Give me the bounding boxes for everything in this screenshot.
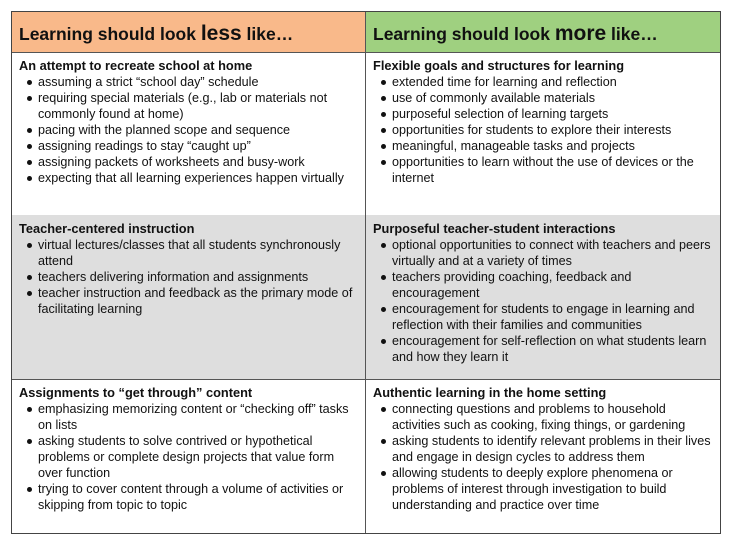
bullet-icon [381,144,386,149]
bullet-icon [381,80,386,85]
list-item: assuming a strict “school day” schedule [19,74,359,90]
bullet-icon [381,128,386,133]
bullet-icon [381,439,386,444]
table-row [12,215,720,380]
bullet-icon [27,291,32,296]
bullet-icon [27,160,32,165]
header-more-emphasis: more [554,22,607,45]
cell-more [366,215,720,379]
list-item: teacher instruction and feedback as the primary mode of facilitating learning [19,285,359,317]
list-item: pacing with the planned scope and sequence [19,122,359,138]
list-item: meaningful, manageable tasks and projects [373,138,714,154]
cell-less [12,52,366,215]
bullet-icon [381,307,386,312]
list-item: opportunities to learn without the use of devices or the internet [373,154,714,186]
bullet-icon [27,96,32,101]
bullet-icon [381,275,386,280]
list-item: assigning readings to stay “caught up” [19,138,359,154]
section-title: Authentic learning in the home setting [373,385,607,400]
header-less-emphasis: less [200,22,242,45]
list-item: emphasizing memorizing content or “checking off” tasks on lists [19,401,359,433]
cell-more [366,52,720,215]
bullet-list [19,401,359,513]
list-item: encouragement for self-reflection on what students learn and how they learn it [373,333,714,365]
list-item: teachers providing coaching, feedback and encouragement [373,269,714,301]
list-item: asking students to identify relevant problems in their lives and engage in design cycles to address them [373,433,714,465]
list-item: purposeful selection of learning targets [373,106,714,122]
bullet-icon [381,243,386,248]
bullet-icon [381,160,386,165]
list-item: extended time for learning and reflection [373,74,714,90]
cell-more [366,379,720,533]
list-item: opportunities for students to explore their interests [373,122,714,138]
bullet-icon [27,80,32,85]
section-title: Flexible goals and structures for learning [373,58,625,73]
bullet-icon [27,275,32,280]
list-item: optional opportunities to connect with teachers and peers virtually and at a variety of times [373,237,714,269]
bullet-icon [381,407,386,412]
list-item: assigning packets of worksheets and busy-work [19,154,359,170]
header-more [366,12,720,52]
list-item: expecting that all learning experiences happen virtually [19,170,359,186]
bullet-icon [27,144,32,149]
bullet-icon [27,128,32,133]
list-item: requiring special materials (e.g., lab or materials not commonly found at home) [19,90,359,122]
list-item: trying to cover content through a volume of activities or skipping from topic to topic [19,481,359,513]
table-row [12,379,720,533]
bullet-list [373,401,714,513]
bullet-icon [27,439,32,444]
header-more-text: Learning should look more like… [373,22,658,45]
header-row [12,12,720,53]
bullet-list [373,237,714,365]
bullet-icon [381,339,386,344]
bullet-icon [381,471,386,476]
bullet-list [19,74,359,186]
bullet-list [19,237,359,317]
list-item: allowing students to deeply explore phenomena or problems of interest through investigation to build understanding and practice over time [373,465,714,513]
bullet-icon [381,96,386,101]
bullet-icon [381,112,386,117]
section-title: An attempt to recreate school at home [19,58,253,73]
list-item: use of commonly available materials [373,90,714,106]
bullet-icon [27,487,32,492]
bullet-icon [27,243,32,248]
section-title: Assignments to “get through” content [19,385,253,400]
header-less [12,12,366,52]
list-item: teachers delivering information and assignments [19,269,359,285]
section-title: Teacher-centered instruction [19,221,195,236]
section-title: Purposeful teacher-student interactions [373,221,616,236]
table-row [12,52,720,216]
cell-less [12,215,366,379]
list-item: asking students to solve contrived or hypothetical problems or complete design projects that value form over function [19,433,359,481]
bullet-icon [27,407,32,412]
bullet-list [373,74,714,186]
bullet-icon [27,176,32,181]
cell-less [12,379,366,533]
list-item: encouragement for students to engage in learning and reflection with their families and communities [373,301,714,333]
comparison-table [11,11,721,534]
header-less-text: Learning should look less like… [19,22,294,45]
list-item: virtual lectures/classes that all students synchronously attend [19,237,359,269]
list-item: connecting questions and problems to household activities such as cooking, fixing things, or gardening [373,401,714,433]
